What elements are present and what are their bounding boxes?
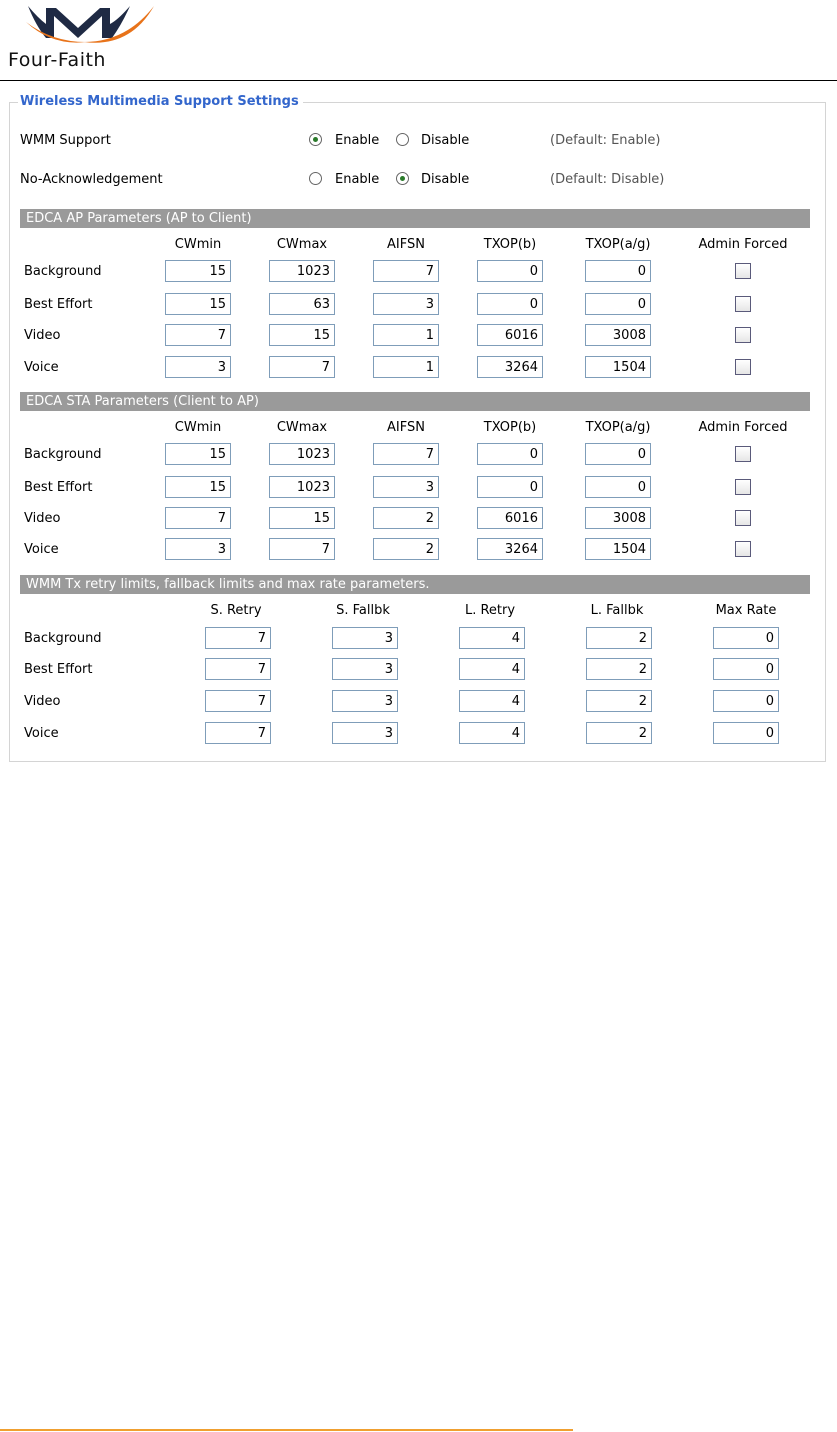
edca-ap-voice-admin-forced-checkbox[interactable] bbox=[735, 359, 751, 375]
wmm-support-disable-radio[interactable] bbox=[396, 133, 409, 146]
edca-sta-voice-cwmin-input[interactable] bbox=[165, 538, 231, 560]
edca-sta-voice-admin-forced-checkbox[interactable] bbox=[735, 541, 751, 557]
logo-text: Four-Faith bbox=[8, 49, 106, 71]
edca-ap-col-cwmin: CWmin bbox=[174, 237, 222, 252]
wmm-tx-video-l-retry-input[interactable] bbox=[459, 690, 525, 712]
edca-sta-header-bar: EDCA STA Parameters (Client to AP) bbox=[20, 392, 810, 411]
wmm-tx-header-bar: WMM Tx retry limits, fallback limits and max rate parameters. bbox=[20, 575, 810, 594]
edca-sta-video-txop-b-input[interactable] bbox=[477, 507, 543, 529]
edca-ap-video-cwmax-input[interactable] bbox=[269, 324, 335, 346]
edca-ap-voice-txop-b-input[interactable] bbox=[477, 356, 543, 378]
wmm-tx-col-max-rate: Max Rate bbox=[715, 603, 777, 618]
edca-ap-row-label-voice: Voice bbox=[24, 360, 59, 375]
wmm-tx-voice-s-retry-input[interactable] bbox=[205, 722, 271, 744]
edca-sta-video-txop-ag-input[interactable] bbox=[585, 507, 651, 529]
edca-ap-best-effort-txop-ag-input[interactable] bbox=[585, 293, 651, 315]
edca-sta-background-cwmax-input[interactable] bbox=[269, 443, 335, 465]
edca-sta-col-aifsn: AIFSN bbox=[387, 420, 425, 435]
edca-ap-background-cwmax-input[interactable] bbox=[269, 260, 335, 282]
edca-ap-video-cwmin-input[interactable] bbox=[165, 324, 231, 346]
wmm-tx-col-l-retry: L. Retry bbox=[464, 603, 516, 618]
edca-sta-video-cwmin-input[interactable] bbox=[165, 507, 231, 529]
wmm-tx-background-s-retry-input[interactable] bbox=[205, 627, 271, 649]
edca-sta-background-txop-ag-input[interactable] bbox=[585, 443, 651, 465]
edca-sta-best-effort-admin-forced-checkbox[interactable] bbox=[735, 479, 751, 495]
wmm-tx-background-l-fallbk-input[interactable] bbox=[586, 627, 652, 649]
wmm-support-disable-label[interactable]: Disable bbox=[421, 133, 470, 148]
wmm-tx-background-max-rate-input[interactable] bbox=[713, 627, 779, 649]
edca-sta-voice-aifsn-input[interactable] bbox=[373, 538, 439, 560]
edca-ap-col-txop-ag: TXOP(a/g) bbox=[585, 237, 651, 252]
wmm-tx-best-effort-s-retry-input[interactable] bbox=[205, 658, 271, 680]
edca-ap-row-label-video: Video bbox=[24, 328, 61, 343]
no-ack-enable-radio[interactable] bbox=[309, 172, 322, 185]
logo-mark-icon bbox=[26, 2, 156, 48]
wmm-support-enable-label[interactable]: Enable bbox=[335, 133, 380, 148]
edca-ap-best-effort-admin-forced-checkbox[interactable] bbox=[735, 296, 751, 312]
edca-sta-video-cwmax-input[interactable] bbox=[269, 507, 335, 529]
wmm-tx-best-effort-l-fallbk-input[interactable] bbox=[586, 658, 652, 680]
wmm-tx-video-s-retry-input[interactable] bbox=[205, 690, 271, 712]
wmm-tx-video-max-rate-input[interactable] bbox=[713, 690, 779, 712]
edca-sta-col-cwmin: CWmin bbox=[174, 420, 222, 435]
edca-sta-best-effort-cwmin-input[interactable] bbox=[165, 476, 231, 498]
wmm-tx-voice-max-rate-input[interactable] bbox=[713, 722, 779, 744]
edca-ap-best-effort-txop-b-input[interactable] bbox=[477, 293, 543, 315]
edca-ap-best-effort-aifsn-input[interactable] bbox=[373, 293, 439, 315]
edca-ap-background-cwmin-input[interactable] bbox=[165, 260, 231, 282]
wmm-tx-best-effort-max-rate-input[interactable] bbox=[713, 658, 779, 680]
footer-divider bbox=[0, 1429, 573, 1431]
no-ack-label: No-Acknowledgement bbox=[20, 172, 163, 187]
edca-sta-col-txop-ag: TXOP(a/g) bbox=[585, 420, 651, 435]
no-ack-default: (Default: Disable) bbox=[550, 172, 665, 187]
wmm-support-label: WMM Support bbox=[20, 133, 111, 148]
edca-ap-background-txop-ag-input[interactable] bbox=[585, 260, 651, 282]
no-ack-disable-radio[interactable] bbox=[396, 172, 409, 185]
edca-ap-video-txop-b-input[interactable] bbox=[477, 324, 543, 346]
wmm-tx-background-l-retry-input[interactable] bbox=[459, 627, 525, 649]
edca-sta-col-txop-b: TXOP(b) bbox=[483, 420, 537, 435]
wmm-tx-voice-l-fallbk-input[interactable] bbox=[586, 722, 652, 744]
edca-sta-voice-txop-b-input[interactable] bbox=[477, 538, 543, 560]
edca-sta-row-label-best-effort: Best Effort bbox=[24, 480, 93, 495]
edca-ap-col-aifsn: AIFSN bbox=[387, 237, 425, 252]
edca-sta-background-admin-forced-checkbox[interactable] bbox=[735, 446, 751, 462]
edca-ap-col-cwmax: CWmax bbox=[276, 237, 328, 252]
edca-sta-row-label-voice: Voice bbox=[24, 542, 59, 557]
four-faith-logo bbox=[6, 2, 156, 72]
edca-ap-video-admin-forced-checkbox[interactable] bbox=[735, 327, 751, 343]
edca-sta-background-aifsn-input[interactable] bbox=[373, 443, 439, 465]
wmm-tx-video-s-fallbk-input[interactable] bbox=[332, 690, 398, 712]
wmm-tx-video-l-fallbk-input[interactable] bbox=[586, 690, 652, 712]
edca-sta-col-cwmax: CWmax bbox=[276, 420, 328, 435]
edca-ap-col-txop-b: TXOP(b) bbox=[483, 237, 537, 252]
wmm-tx-best-effort-l-retry-input[interactable] bbox=[459, 658, 525, 680]
edca-ap-voice-aifsn-input[interactable] bbox=[373, 356, 439, 378]
wmm-tx-col-s-fallbk: S. Fallbk bbox=[336, 603, 390, 618]
wmm-tx-col-s-retry: S. Retry bbox=[210, 603, 262, 618]
wmm-tx-background-s-fallbk-input[interactable] bbox=[332, 627, 398, 649]
edca-sta-voice-txop-ag-input[interactable] bbox=[585, 538, 651, 560]
edca-ap-video-aifsn-input[interactable] bbox=[373, 324, 439, 346]
edca-sta-video-admin-forced-checkbox[interactable] bbox=[735, 510, 751, 526]
edca-ap-voice-cwmin-input[interactable] bbox=[165, 356, 231, 378]
edca-ap-col-admin-forced: Admin Forced bbox=[698, 237, 788, 252]
edca-ap-voice-txop-ag-input[interactable] bbox=[585, 356, 651, 378]
edca-sta-col-admin-forced: Admin Forced bbox=[698, 420, 788, 435]
edca-sta-row-label-video: Video bbox=[24, 511, 61, 526]
edca-ap-background-txop-b-input[interactable] bbox=[477, 260, 543, 282]
wmm-tx-row-label-best-effort: Best Effort bbox=[24, 662, 93, 677]
wmm-support-default: (Default: Enable) bbox=[550, 133, 661, 148]
wmm-tx-col-l-fallbk: L. Fallbk bbox=[590, 603, 644, 618]
edca-sta-background-txop-b-input[interactable] bbox=[477, 443, 543, 465]
edca-ap-header-bar: EDCA AP Parameters (AP to Client) bbox=[20, 209, 810, 228]
edca-ap-row-label-background: Background bbox=[24, 264, 102, 279]
edca-ap-row-label-best-effort: Best Effort bbox=[24, 297, 93, 312]
edca-sta-best-effort-aifsn-input[interactable] bbox=[373, 476, 439, 498]
edca-sta-best-effort-txop-ag-input[interactable] bbox=[585, 476, 651, 498]
wmm-tx-row-label-background: Background bbox=[24, 631, 102, 646]
no-ack-disable-label[interactable]: Disable bbox=[421, 172, 470, 187]
wmm-tx-row-label-video: Video bbox=[24, 694, 61, 709]
edca-ap-voice-cwmax-input[interactable] bbox=[269, 356, 335, 378]
edca-sta-best-effort-cwmax-input[interactable] bbox=[269, 476, 335, 498]
edca-sta-background-cwmin-input[interactable] bbox=[165, 443, 231, 465]
section-title: Wireless Multimedia Support Settings bbox=[18, 94, 303, 110]
edca-ap-best-effort-cwmin-input[interactable] bbox=[165, 293, 231, 315]
edca-ap-video-txop-ag-input[interactable] bbox=[585, 324, 651, 346]
wmm-tx-best-effort-s-fallbk-input[interactable] bbox=[332, 658, 398, 680]
edca-sta-voice-cwmax-input[interactable] bbox=[269, 538, 335, 560]
no-ack-enable-label[interactable]: Enable bbox=[335, 172, 380, 187]
edca-ap-background-aifsn-input[interactable] bbox=[373, 260, 439, 282]
edca-ap-background-admin-forced-checkbox[interactable] bbox=[735, 263, 751, 279]
edca-sta-best-effort-txop-b-input[interactable] bbox=[477, 476, 543, 498]
wmm-tx-row-label-voice: Voice bbox=[24, 726, 59, 741]
edca-sta-video-aifsn-input[interactable] bbox=[373, 507, 439, 529]
header-divider bbox=[0, 80, 837, 81]
edca-ap-best-effort-cwmax-input[interactable] bbox=[269, 293, 335, 315]
wmm-tx-voice-s-fallbk-input[interactable] bbox=[332, 722, 398, 744]
edca-sta-row-label-background: Background bbox=[24, 447, 102, 462]
wmm-support-enable-radio[interactable] bbox=[309, 133, 322, 146]
wmm-tx-voice-l-retry-input[interactable] bbox=[459, 722, 525, 744]
